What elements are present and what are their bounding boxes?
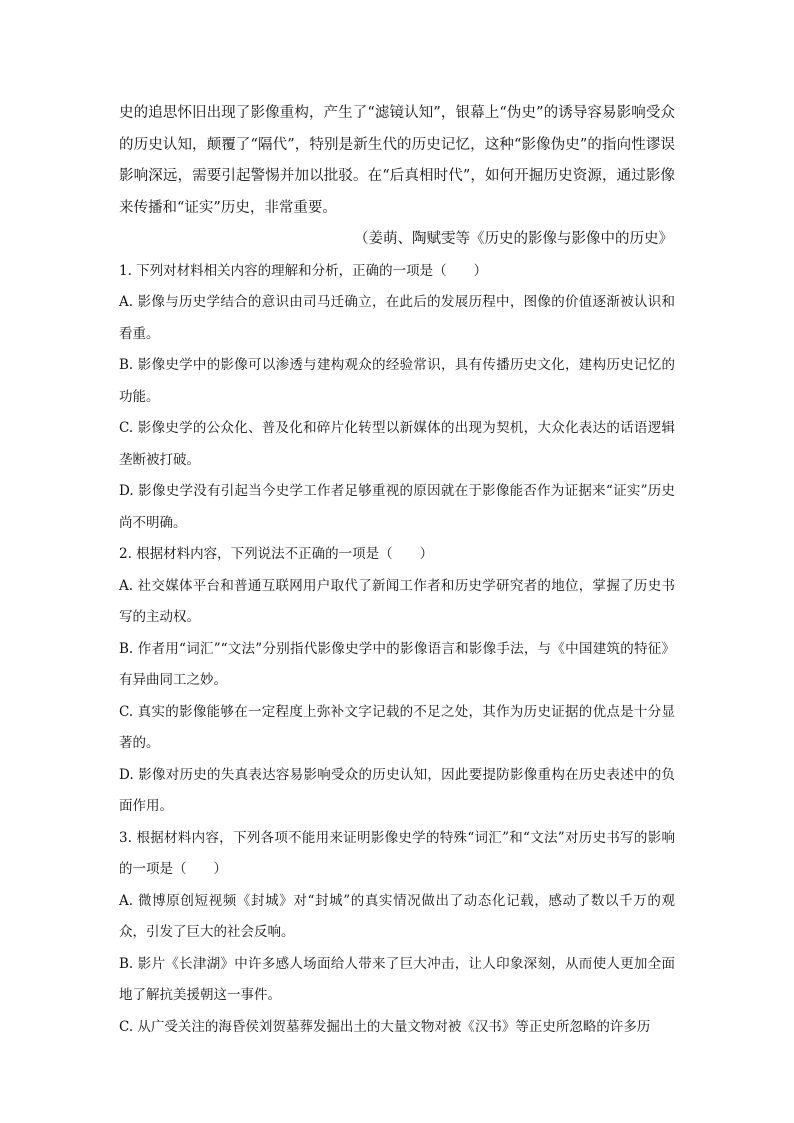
question-2-option-c: C. 真实的影像能够在一定程度上弥补文字记载的不足之处，其作为历史证据的优点是十分显著的。 <box>119 703 675 751</box>
page-content <box>119 98 675 1043</box>
question-3 <box>119 823 675 1044</box>
question-1-option-c: C. 影像史学的公众化、普及化和碎片化转型以新媒体的出现为契机，大众化表达的话语逻辑垄断被打破。 <box>119 420 675 468</box>
question-3-stem: 3. 根据材料内容，下列各项不能用来证明影像史学的特殊“词汇”和“文法”对历史书写的影响的一项是（ ） <box>119 829 675 877</box>
question-2-stem: 2. 根据材料内容，下列说法不正确的一项是（ ） <box>119 546 434 562</box>
question-1-option-a: A. 影像与历史学结合的意识由司马迁确立，在此后的发展历程中，图像的价值逐渐被认识和看重。 <box>119 294 675 342</box>
question-2 <box>119 539 675 823</box>
question-1-option-b: B. 影像史学中的影像可以渗透与建构观众的经验常识，具有传播历史文化，建构历史记忆的功能。 <box>119 357 675 405</box>
question-1-stem: 1. 下列对材料相关内容的理解和分析，正确的一项是（ ） <box>119 262 488 279</box>
question-2-option-b: B. 作者用“词汇”“文法”分别指代影像史学中的影像语言和影像手法，与《中国建筑的特征》有异曲同工之妙。 <box>119 640 675 688</box>
question-3-option-b: B. 影片《长津湖》中许多感人场面给人带来了巨大冲击，让人印象深刻，从而使人更加全面地了解抗美援朝这一事件。 <box>119 955 675 1003</box>
passage-paragraph: 史的追思怀旧出现了影像重构，产生了“滤镜认知”，银幕上“伪史”的诱导容易影响受众的历史认知，颠覆了“隔代”，特别是新生代的历史记忆，这种“影像伪史”的指向性谬误影响深远，需要引起警惕并加以批驳。在“后真相时代”，如何开掘历史资源，通过影像来传播和“证实”历史，非常重要。 <box>119 105 675 216</box>
passage-source: （姜萌、陶赋雯等《历史的影像与影像中的历史》 <box>354 231 673 247</box>
question-3-option-c: C. 从广受关注的海昏侯刘贺墓葬发掘出土的大量文物对被《汉书》等正史所忽略的许多历 <box>119 1018 651 1035</box>
question-2-option-a: A. 社交媒体平台和普通互联网用户取代了新闻工作者和历史学研究者的地位，掌握了历史书写的主动权。 <box>119 577 675 625</box>
question-2-option-d: D. 影像对历史的失真表达容易影响受众的历史认知，因此要提防影像重构在历史表述中的负面作用。 <box>119 766 675 814</box>
question-1 <box>119 256 675 540</box>
question-3-option-a: A. 微博原创短视频《封城》对“封城”的真实情况做出了动态化记载，感动了数以千万的观众，引发了巨大的社会反响。 <box>119 892 675 940</box>
question-1-option-d: D. 影像史学没有引起当今史学工作者足够重视的原因就在于影像能否作为证据来“证实”历史尚不明确。 <box>119 483 675 531</box>
